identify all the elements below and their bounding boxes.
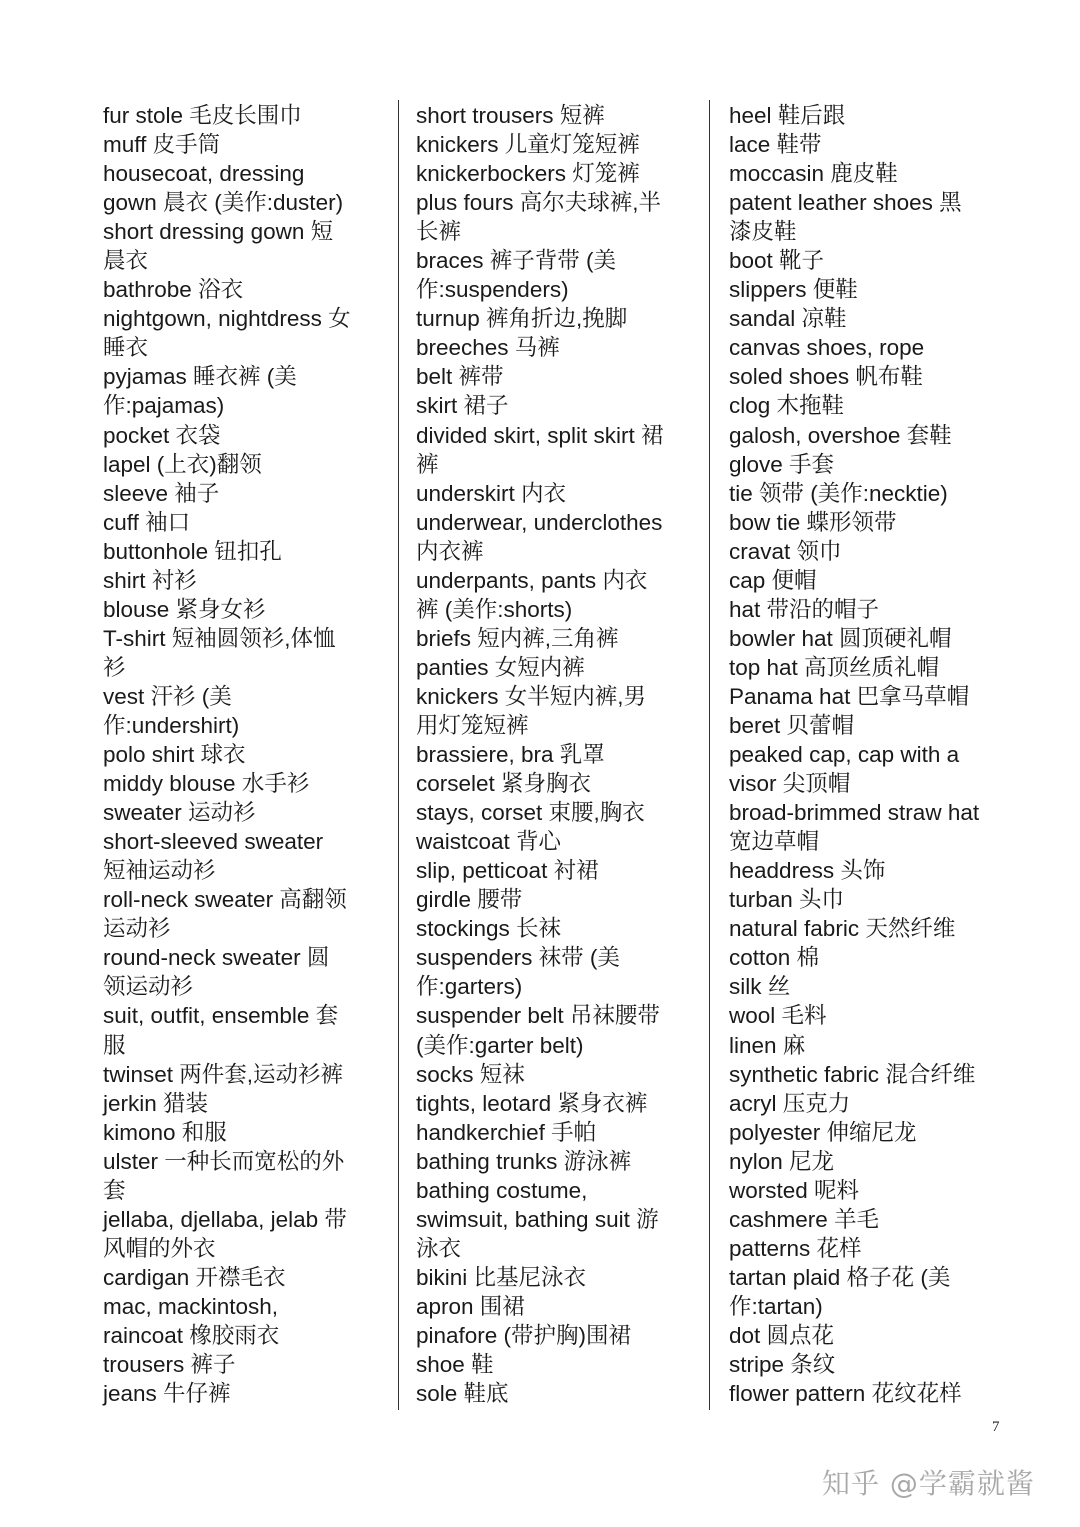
vocab-line: wool 毛料 [729, 1003, 827, 1029]
vocab-line: peaked cap, cap with a [729, 742, 960, 768]
vocab-line: galosh, overshoe 套鞋 [729, 422, 952, 448]
vocab-line: bikini 比基尼泳衣 [416, 1264, 587, 1290]
vocab-line: 泳衣 [416, 1235, 462, 1261]
vocab-line: sweater 运动衫 [103, 800, 256, 826]
vocab-line: 作:pajamas) [103, 393, 225, 419]
vocab-line: beret 贝蕾帽 [729, 712, 855, 738]
vocab-line: 裤 [416, 451, 439, 477]
vocab-line: dot 圆点花 [729, 1322, 835, 1348]
vocab-line: 套 [103, 1177, 126, 1203]
vocab-line: muff 皮手筒 [103, 132, 221, 158]
vocab-line: cotton 棉 [729, 945, 820, 971]
vocab-line: belt 裤带 [416, 364, 504, 390]
vocab-line: tights, leotard 紧身衣裤 [416, 1090, 648, 1116]
vocab-line: jerkin 猎装 [103, 1090, 209, 1116]
vocab-line: shirt 衬衫 [103, 567, 197, 593]
vocab-line: short trousers 短裤 [416, 103, 605, 128]
vocab-line: 风帽的外衣 [103, 1235, 216, 1261]
vocab-line: pinafore (带护胸)围裙 [416, 1322, 632, 1348]
vocab-line: handkerchief 手帕 [416, 1119, 597, 1145]
vocab-line: 作:tartan) [729, 1293, 823, 1319]
vocab-line: hat 带沿的帽子 [729, 596, 880, 622]
vocab-line: 运动衫 [103, 916, 171, 942]
vocab-line: stockings 长袜 [416, 916, 562, 942]
vocab-line: nylon 尼龙 [729, 1148, 835, 1174]
column-1 [103, 101, 385, 1408]
vocab-line: short-sleeved sweater [103, 829, 324, 855]
vocab-line: braces 裤子背带 (美 [416, 248, 617, 274]
vocab-line: waistcoat 背心 [416, 829, 562, 855]
vocab-line: 短袖运动衫 [103, 858, 216, 884]
vocab-line: slip, petticoat 衬裙 [416, 858, 599, 884]
vocab-line: 睡衣 [103, 335, 149, 361]
vocab-line: tartan plaid 格子花 (美 [729, 1264, 951, 1290]
vocab-line: lace 鞋带 [729, 132, 822, 158]
vocab-line: middy blouse 水手衫 [103, 771, 310, 797]
vocab-line: 作:undershirt) [103, 712, 240, 738]
vocab-line: sandal 凉鞋 [729, 306, 847, 332]
vocab-line: silk 丝 [729, 974, 791, 1000]
vocab-line: underwear, underclothes [416, 509, 663, 535]
vocab-line: bathing costume, [416, 1177, 588, 1203]
vocab-line: cap 便帽 [729, 567, 817, 593]
vocab-line: socks 短袜 [416, 1061, 525, 1087]
page-number: 7 [992, 1419, 1000, 1435]
vocab-line: T-shirt 短袖圆领衫,体恤 [103, 625, 336, 651]
vocab-line: heel 鞋后跟 [729, 103, 846, 128]
vocab-line: mac, mackintosh, [103, 1293, 279, 1319]
vocab-line: swimsuit, bathing suit 游 [416, 1206, 659, 1232]
vocab-line: twinset 两件套,运动衫裤 [103, 1061, 344, 1087]
vocab-line: pyjamas 睡衣裤 (美 [103, 364, 297, 390]
vocab-line: fur stole 毛皮长围巾 [103, 103, 302, 128]
vocab-line: 漆皮鞋 [729, 219, 797, 245]
vocab-line: ulster 一种长而宽松的外 [103, 1148, 345, 1174]
vocab-line: polyester 伸缩尼龙 [729, 1119, 917, 1145]
vocab-line: 衫 [103, 654, 126, 680]
vocab-line: brassiere, bra 乳罩 [416, 742, 605, 768]
vocab-line: skirt 裙子 [416, 393, 509, 419]
vocab-line: cuff 袖口 [103, 509, 191, 535]
vocab-line: sleeve 袖子 [103, 480, 220, 506]
vocab-line: raincoat 橡胶雨衣 [103, 1322, 280, 1348]
vocab-line: trousers 裤子 [103, 1352, 236, 1378]
vocab-line: bathrobe 浴衣 [103, 277, 244, 303]
vocab-line: acryl 压克力 [729, 1090, 851, 1116]
vocab-line: visor 尖顶帽 [729, 771, 851, 797]
vocab-line: knickers 儿童灯笼短裤 [416, 132, 640, 158]
vocab-line: knickers 女半短内裤,男 [416, 683, 647, 709]
vocab-line: worsted 呢料 [729, 1177, 860, 1203]
vocab-line: turnup 裤角折边,挽脚 [416, 306, 628, 332]
vocab-line: flower pattern 花纹花样 [729, 1381, 962, 1407]
vocab-line: turban 头巾 [729, 887, 845, 913]
vocab-line: divided skirt, split skirt 裙 [416, 422, 664, 448]
vocab-line: boot 靴子 [729, 248, 825, 274]
vocab-line: 内衣裤 [416, 538, 484, 564]
vocab-line: nightgown, nightdress 女 [103, 306, 351, 332]
vocab-line: soled shoes 帆布鞋 [729, 364, 923, 390]
column-divider [709, 100, 710, 1410]
vocab-line: 服 [103, 1032, 126, 1058]
vocab-line: tie 领带 (美作:necktie) [729, 480, 948, 506]
vocab-line: top hat 高顶丝质礼帽 [729, 654, 940, 680]
vocab-line: buttonhole 钮扣孔 [103, 538, 282, 564]
vocab-line: suit, outfit, ensemble 套 [103, 1003, 339, 1029]
vocab-line: bathing trunks 游泳裤 [416, 1148, 632, 1174]
vocab-line: suspenders 袜带 (美 [416, 945, 620, 971]
vocab-line: broad-brimmed straw hat [729, 800, 980, 826]
vocab-line: stays, corset 束腰,胸衣 [416, 800, 645, 826]
vocab-line: shoe 鞋 [416, 1352, 494, 1378]
vocab-line: round-neck sweater 圆 [103, 945, 330, 971]
vocab-line: 长裤 [416, 219, 462, 245]
vocab-line: bowler hat 圆顶硬礼帽 [729, 625, 952, 651]
vocab-line: gown 晨衣 (美作:duster) [103, 190, 344, 216]
column-3 [729, 101, 1019, 1408]
vocab-line: kimono 和服 [103, 1119, 227, 1145]
vocab-line: clog 木拖鞋 [729, 393, 845, 419]
vocab-line: glove 手套 [729, 451, 835, 477]
vocab-line: vest 汗衫 (美 [103, 683, 232, 709]
vocab-line: suspender belt 吊袜腰带 [416, 1003, 660, 1029]
vocab-line: natural fabric 天然纤维 [729, 916, 956, 942]
vocab-line: linen 麻 [729, 1032, 806, 1058]
vocab-line: 领运动衫 [103, 974, 194, 1000]
vocab-line: moccasin 鹿皮鞋 [729, 161, 898, 187]
vocab-line: lapel (上衣)翻领 [103, 451, 262, 477]
vocab-line: short dressing gown 短 [103, 219, 334, 245]
vocab-line: panties 女短内裤 [416, 654, 585, 680]
vocab-line: underpants, pants 内衣 [416, 567, 648, 593]
vocab-line: breeches 马裤 [416, 335, 560, 361]
vocab-line: polo shirt 球衣 [103, 742, 246, 768]
vocab-line: housecoat, dressing [103, 161, 305, 187]
vocab-line: corselet 紧身胸衣 [416, 771, 592, 797]
vocab-line: synthetic fabric 混合纤维 [729, 1061, 976, 1087]
vocab-line: jeans 牛仔裤 [103, 1381, 231, 1407]
vocab-line: 用灯笼短裤 [416, 712, 529, 738]
vocab-line: 晨衣 [103, 248, 149, 274]
vocab-line: Panama hat 巴拿马草帽 [729, 683, 970, 709]
vocab-line: canvas shoes, rope [729, 335, 925, 361]
vocab-line: plus fours 高尔夫球裤,半 [416, 190, 662, 216]
vocab-line: slippers 便鞋 [729, 277, 858, 303]
vocab-line: roll-neck sweater 高翻领 [103, 887, 347, 913]
vocab-line: 裤 (美作:shorts) [416, 596, 573, 622]
vocab-line: blouse 紧身女衫 [103, 596, 266, 622]
vocab-line: cashmere 羊毛 [729, 1206, 880, 1232]
vocab-line: sole 鞋底 [416, 1381, 509, 1407]
vocab-line: cardigan 开襟毛衣 [103, 1264, 286, 1290]
vocab-line: 作:garters) [416, 974, 523, 1000]
vocab-line: girdle 腰带 [416, 887, 523, 913]
vocab-line: underskirt 内衣 [416, 480, 567, 506]
vocab-line: knickerbockers 灯笼裤 [416, 161, 640, 187]
vocab-line: (美作:garter belt) [416, 1032, 584, 1058]
vocab-line: pocket 衣袋 [103, 422, 221, 448]
column-divider [398, 100, 399, 1410]
vocab-line: bow tie 蝶形领带 [729, 509, 897, 535]
vocab-line: briefs 短内裤,三角裤 [416, 625, 619, 651]
vocab-line: cravat 领巾 [729, 538, 842, 564]
vocab-line: 宽边草帽 [729, 829, 820, 855]
vocab-line: 作:suspenders) [416, 277, 569, 303]
vocab-line: patterns 花样 [729, 1235, 862, 1261]
vocab-line: jellaba, djellaba, jelab 带 [103, 1206, 347, 1232]
vocab-line: apron 围裙 [416, 1293, 525, 1319]
vocab-line: patent leather shoes 黑 [729, 190, 962, 216]
column-2 [416, 101, 698, 1408]
vocab-line: headdress 头饰 [729, 858, 886, 884]
watermark: 知乎 @学霸就酱 [822, 1467, 1035, 1500]
vocab-line: stripe 条纹 [729, 1352, 836, 1378]
